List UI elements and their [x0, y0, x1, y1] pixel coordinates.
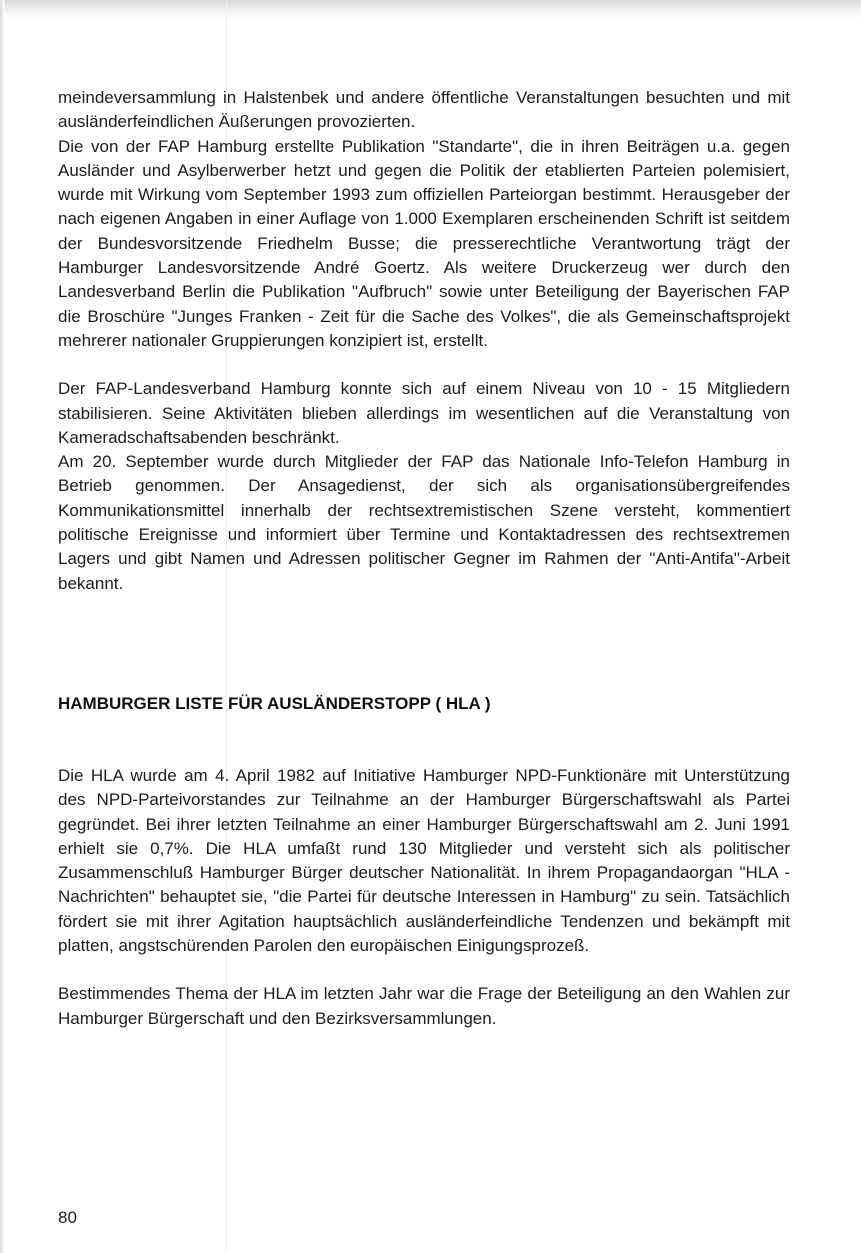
paragraph-fap-standarte: Die von der FAP Hamburg erstellte Publikation "Standarte", die in ihren Beiträgen u.a. gegen Ausländer und Asylberwerber hetzt und gegen die Politik der etablierten Parteien polemisiert, wurde mit Wirkung vom September 1993 zum offiziellen Parteiorgan bestimmt. Herausgeber der nach eigenen Angaben in einer Auflage von 1.000 Exemplaren erscheinenden Schrift ist seitdem der Bundesvorsitzende Friedhelm Busse; die presserechtliche Verantwortung trägt der Hamburger Landesvorsitzende André Goertz. Als weitere Druckerzeug wer durch den Landesverband Berlin die Publikation "Aufbruch" sowie unter Beteiligung der Bayerischen FAP die Broschüre "Junges Franken - Zeit für die Sache des Volkes", die als Gemeinschaftsprojekt mehrerer nationaler Gruppierungen konzipiert ist, erstellt. — [58, 136, 790, 350]
page-number: 80 — [58, 1208, 77, 1227]
paragraph-fap-landesverband: Der FAP-Landesverband Hamburg konnte sich auf einem Niveau von 10 - 15 Mitgliedern stabilisieren. Seine Aktivitäten blieben allerdings im wesentlichen auf die Veranstaltung von Kameradschaftsabenden beschränkt. — [58, 379, 790, 447]
scan-shadow-left — [0, 0, 5, 1253]
section-heading-hla: HAMBURGER LISTE FÜR AUSLÄNDERSTOPP ( HLA ) — [58, 693, 491, 713]
paragraph-fap-info-telefon: Am 20. September wurde durch Mitglieder der FAP das Nationale Info-Telefon Hamburg in Betrieb genommen. Der Ansagedienst, der sich als organisationsübergreifendes Kommunikationsmittel innerhalb der rechtsextremistischen Szene versteht, kommentiert politische Ereignisse und informiert über Termine und Kontaktadressen des rechtsextremen Lagers und gibt Namen und Adressen politischer Gegner im Rahmen der "Anti-Antifa"-Arbeit bekannt. — [58, 452, 790, 593]
paragraph-hla-founding: Die HLA wurde am 4. April 1982 auf Initiative Hamburger NPD-Funktionäre mit Unterstützung des NPD-Parteivorstandes zur Teilnahme an der Hamburger Bürgerschaftswahl als Partei gegründet. Bei ihrer letzten Teilnahme an einer Hamburger Bürgerschaftswahl am 2. Juni 1991 erhielt sie 0,7%. Die HLA umfaßt rund 130 Mitglieder und versteht sich als politischer Zusammenschluß Hamburger Bürger deutscher Nationalität. In ihrem Propagandaorgan "HLA - Nachrichten" behauptet sie, "die Partei für deutsche Interessen in Hamburg" zu sein. Tatsächlich fördert sie mit ihrer Agitation hauptsächlich ausländerfeindliche Tendenzen und bekämpft mit platten, angstschürenden Parolen den europäischen Einigungsprozeß. — [58, 765, 790, 956]
paragraph-fap-meeting: meindeversammlung in Halstenbek und andere öffentliche Veranstaltungen besuchten und mit ausländerfeindlichen Äußerungen provozierten. — [58, 88, 790, 132]
scan-shadow-top — [0, 0, 861, 20]
document-body — [58, 86, 790, 1031]
paragraph-hla-elections: Bestimmendes Thema der HLA im letzten Jahr war die Frage der Beteiligung an den Wahlen zur Hamburger Bürgerschaft und den Bezirksversammlungen. — [58, 984, 790, 1028]
